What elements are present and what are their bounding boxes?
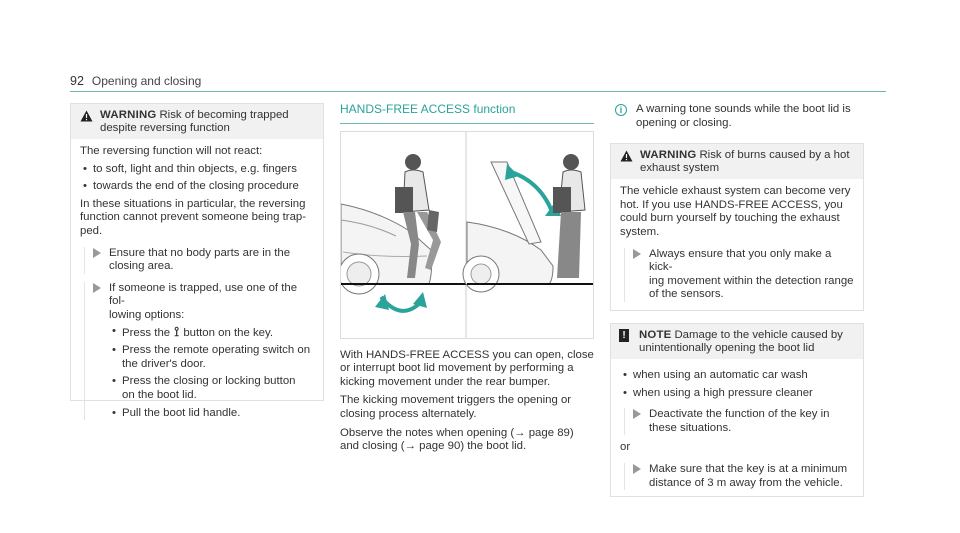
list-item bbox=[109, 325, 314, 341]
warning-header bbox=[71, 104, 323, 139]
list-item: • Pull the boot lid handle. bbox=[109, 407, 314, 421]
warning-word: WARNING bbox=[100, 109, 157, 121]
warning-title-line: exhaust system bbox=[640, 162, 720, 175]
note-header bbox=[611, 324, 863, 359]
note-word: NOTE bbox=[639, 328, 672, 341]
note-title-line: Damage to the vehicle caused by bbox=[674, 328, 843, 341]
note-exclamation-icon: ! bbox=[619, 329, 629, 342]
action-step bbox=[84, 247, 314, 274]
illustration-svg bbox=[341, 132, 593, 338]
text-line: kicking movement under the rear bumper. bbox=[340, 375, 551, 388]
warning-title-line: Risk of becoming trapped bbox=[159, 109, 289, 121]
text-fragment: Press the bbox=[122, 326, 171, 339]
text-line: function cannot prevent someone being trap- bbox=[80, 211, 307, 224]
warning-body bbox=[611, 179, 863, 302]
text-line: could burn yourself by touching the exhaust bbox=[620, 212, 840, 225]
intro-text: The reversing function will not react: bbox=[80, 145, 263, 157]
kick-gesture-illustration bbox=[340, 131, 594, 339]
list-item bbox=[109, 344, 314, 371]
text-line: Make sure that the key is at a minimum bbox=[649, 462, 848, 475]
list-item: • towards the end of the closing procedure bbox=[80, 180, 314, 194]
text-line: lowing options: bbox=[109, 308, 185, 321]
paragraph bbox=[620, 185, 854, 239]
text-line: opening or closing. bbox=[636, 116, 732, 129]
text-line: • Press the remote operating switch on bbox=[122, 344, 311, 357]
warning-title-line: despite reversing function bbox=[100, 122, 230, 134]
warning-box-burns bbox=[610, 143, 864, 311]
warning-title-line: Risk of burns caused by a hot bbox=[699, 149, 850, 162]
action-arrow-icon bbox=[633, 249, 642, 259]
action-arrow-icon bbox=[633, 464, 642, 474]
action-arrow-icon bbox=[93, 283, 102, 293]
text-line: Ensure that no body parts are in the bbox=[109, 246, 291, 259]
info-icon: i bbox=[615, 104, 627, 116]
text-line: The kicking movement triggers the opening or bbox=[340, 394, 572, 407]
text-line: ing movement within the detection range bbox=[649, 274, 854, 287]
warning-header bbox=[611, 144, 863, 179]
or-text: or bbox=[620, 441, 631, 454]
note-title bbox=[639, 329, 843, 355]
options-list bbox=[109, 325, 314, 421]
action-step bbox=[624, 463, 854, 490]
text-line: The vehicle exhaust system can become very bbox=[620, 185, 851, 198]
warning-triangle-icon bbox=[619, 149, 633, 163]
action-step bbox=[624, 408, 854, 435]
bullet-list bbox=[620, 369, 854, 400]
text-line: the driver's door. bbox=[122, 357, 206, 370]
text-line: Always ensure that you only make a kick- bbox=[649, 247, 832, 274]
note-body bbox=[611, 359, 863, 490]
page-reference-line[interactable]: Observe the notes when opening (→ page 89) bbox=[340, 426, 574, 439]
text-line: closing area. bbox=[109, 260, 174, 273]
action-step bbox=[624, 248, 854, 302]
text-line: ped. bbox=[80, 224, 103, 237]
text-line: hot. If you use HANDS-FREE ACCESS, you bbox=[620, 198, 843, 211]
warning-word: WARNING bbox=[640, 149, 697, 162]
text-line: of the sensors. bbox=[649, 288, 724, 301]
text-line: If someone is trapped, use one of the fol- bbox=[109, 281, 298, 308]
hands-free-section bbox=[340, 103, 594, 459]
note-box-damage bbox=[610, 323, 864, 497]
text-line: these situations. bbox=[649, 421, 732, 434]
page-number: 92 bbox=[70, 74, 84, 88]
text-line: on the boot lid. bbox=[122, 388, 197, 401]
warning-triangle-icon bbox=[79, 109, 93, 123]
paragraph bbox=[340, 394, 594, 421]
warning-title bbox=[100, 109, 289, 135]
text-fragment: button on the key. bbox=[183, 326, 274, 339]
text-line: system. bbox=[620, 225, 660, 238]
paragraph-with-page-refs bbox=[340, 427, 594, 454]
paragraph bbox=[340, 349, 594, 390]
info-text bbox=[636, 103, 851, 130]
text-line: distance of 3 m away from the vehicle. bbox=[649, 476, 843, 489]
action-step bbox=[84, 282, 314, 420]
list-item: • when using a high pressure cleaner bbox=[620, 387, 854, 401]
text-line: closing process alternately. bbox=[340, 407, 477, 420]
page-reference-line[interactable]: and closing (→ page 90) the boot lid. bbox=[340, 440, 527, 453]
warning-box-trapped bbox=[70, 103, 324, 419]
list-item: • when using an automatic car wash bbox=[620, 369, 854, 383]
text-line: A warning tone sounds while the boot lid is bbox=[636, 103, 851, 115]
note-title-line: unintentionally opening the boot lid bbox=[639, 341, 815, 354]
warning-body bbox=[71, 139, 323, 420]
page-title: Opening and closing bbox=[91, 74, 202, 88]
action-arrow-icon bbox=[633, 409, 642, 419]
hands-free-text bbox=[340, 349, 594, 454]
boot-lid-key-icon: ⟟ bbox=[174, 323, 180, 339]
bullet-list bbox=[80, 163, 314, 194]
page-header bbox=[70, 75, 201, 91]
warning-title bbox=[640, 149, 850, 175]
info-note bbox=[610, 103, 864, 130]
text-line: or interrupt boot lid movement by performing a bbox=[340, 362, 574, 375]
action-arrow-icon bbox=[93, 248, 102, 258]
paragraph bbox=[80, 198, 314, 239]
list-item bbox=[109, 375, 314, 402]
text-line: In these situations in particular, the reversing bbox=[80, 197, 306, 210]
section-title: HANDS-FREE ACCESS function bbox=[340, 103, 594, 124]
right-column bbox=[610, 103, 864, 497]
text-line: • Press the closing or locking button bbox=[122, 375, 296, 388]
list-item: • to soft, light and thin objects, e.g. fingers bbox=[80, 163, 314, 177]
text-line: Deactivate the function of the key in bbox=[649, 408, 830, 421]
header-rule bbox=[70, 91, 886, 92]
text-line: With HANDS-FREE ACCESS you can open, close bbox=[340, 348, 594, 361]
